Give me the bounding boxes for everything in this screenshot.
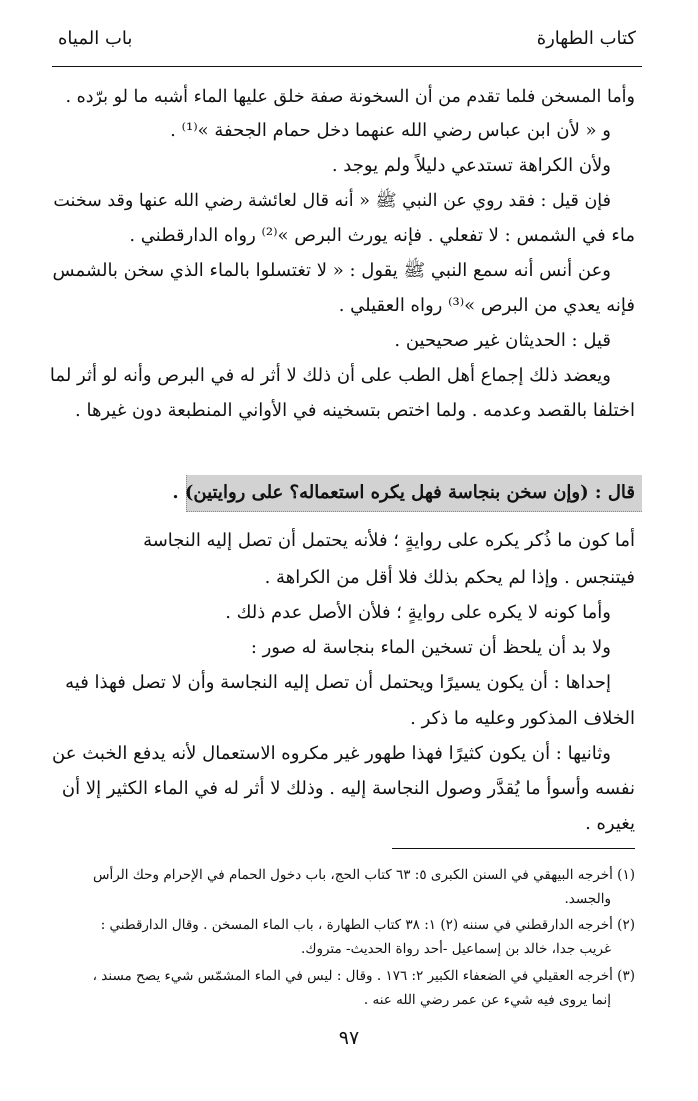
header-divider bbox=[52, 66, 642, 67]
text-line: وثانيها : أن يكون كثيرًا فهذا طهور غير مكروه الاستعمال لأنه يدفع الخبث عن bbox=[52, 743, 611, 764]
text-line: فيتنجس . وإذا لم يحكم بذلك فلا أقل من الكراهة . bbox=[264, 567, 635, 588]
text-line: وعن أنس أنه سمع النبي ﷺ يقول : « لا تغتسلوا بالماء الذي سخن بالشمس bbox=[52, 260, 611, 281]
text-line: فإنه يعدي من البرص »⁽³⁾ رواه العقيلي . bbox=[338, 295, 635, 316]
text-line: نفسه وأسوأ ما يُقدَّر وصول النجاسة إليه . وذلك لا أثر له في الماء الكثير إلا أن bbox=[61, 778, 635, 799]
text-line: وأما كونه لا يكره على روايةٍ ؛ فلأن الأصل عدم ذلك . bbox=[225, 602, 611, 623]
text-line: أما كون ما ذُكر يكره على روايةٍ ؛ فلأنه يحتمل أن تصل إليه النجاسة bbox=[143, 530, 635, 551]
footnote-line: غريب جدا، خالد بن إسماعيل -أحد رواة الحديث- متروك. bbox=[301, 941, 611, 957]
quote-body: : (وإن سخن بنجاسة فهل يكره استعماله؟ على روايتين) . bbox=[172, 482, 602, 503]
footnote-line: والجسد. bbox=[564, 891, 611, 907]
text-line: اختلفا بالقصد وعدمه . ولما اختص بتسخينه في الأواني المنطبعة دون غيرها . bbox=[75, 400, 635, 421]
text-line: ولا بد أن يلحظ أن تسخين الماء بنجاسة له صور : bbox=[250, 637, 611, 658]
footnote-line: (٣) أخرجه العقيلي في الضعفاء الكبير ٢: ١٧٦ . وقال : ليس في الماء المشمّس شيء يصح مسند ، bbox=[92, 968, 635, 984]
text-line: يغيره . bbox=[585, 813, 635, 834]
text-line: وأما المسخن فلما تقدم من أن السخونة صفة خلق عليها الماء أشبه ما لو برّده . bbox=[65, 87, 635, 107]
footnote-divider bbox=[392, 848, 635, 849]
footnote-line: (١) أخرجه البيهقي في السنن الكبرى ٥: ٦٣ كتاب الحج، باب دخول الحمام في الإحرام وحك الرأس bbox=[92, 867, 635, 883]
text-line: ماء في الشمس : لا تفعلي . فإنه يورث البرص »⁽²⁾ رواه الدارقطني . bbox=[129, 225, 635, 246]
quote-label: قال bbox=[607, 482, 635, 503]
text-line: إحداها : أن يكون يسيرًا ويحتمل أن تصل إليه النجاسة وأن لا تصل فهذا فيه bbox=[65, 672, 611, 693]
text-line: و « لأن ابن عباس رضي الله عنهما دخل حمام الجحفة »⁽¹⁾ . bbox=[170, 120, 611, 141]
footnote-line: (٢) أخرجه الدارقطني في سننه (٢) ١: ٣٨ كتاب الطهارة ، باب الماء المسخن . وقال الدارقطني : bbox=[100, 917, 635, 933]
text-line: ويعضد ذلك إجماع أهل الطب على أن ذلك لا أثر له في البرص وأنه لو أثر لما bbox=[49, 365, 611, 386]
text-line: قيل : الحديثان غير صحيحين . bbox=[394, 330, 611, 351]
quoted-text bbox=[172, 480, 635, 506]
text-line: فإن قيل : فقد روي عن النبي ﷺ « أنه قال لعائشة رضي الله عنها وقد سخنت bbox=[53, 191, 611, 211]
page-number: ٩٧ bbox=[338, 1027, 360, 1049]
text-line: ولأن الكراهة تستدعي دليلاً ولم يوجد . bbox=[331, 155, 611, 176]
footnote-line: إنما يروى فيه شيء عن عمر رضي الله عنه . bbox=[363, 992, 611, 1008]
text-line: الخلاف المذكور وعليه ما ذكر . bbox=[410, 708, 635, 729]
running-header-book-title: كتاب الطهارة bbox=[536, 28, 636, 49]
running-header-chapter-title: باب المياه bbox=[58, 28, 133, 49]
